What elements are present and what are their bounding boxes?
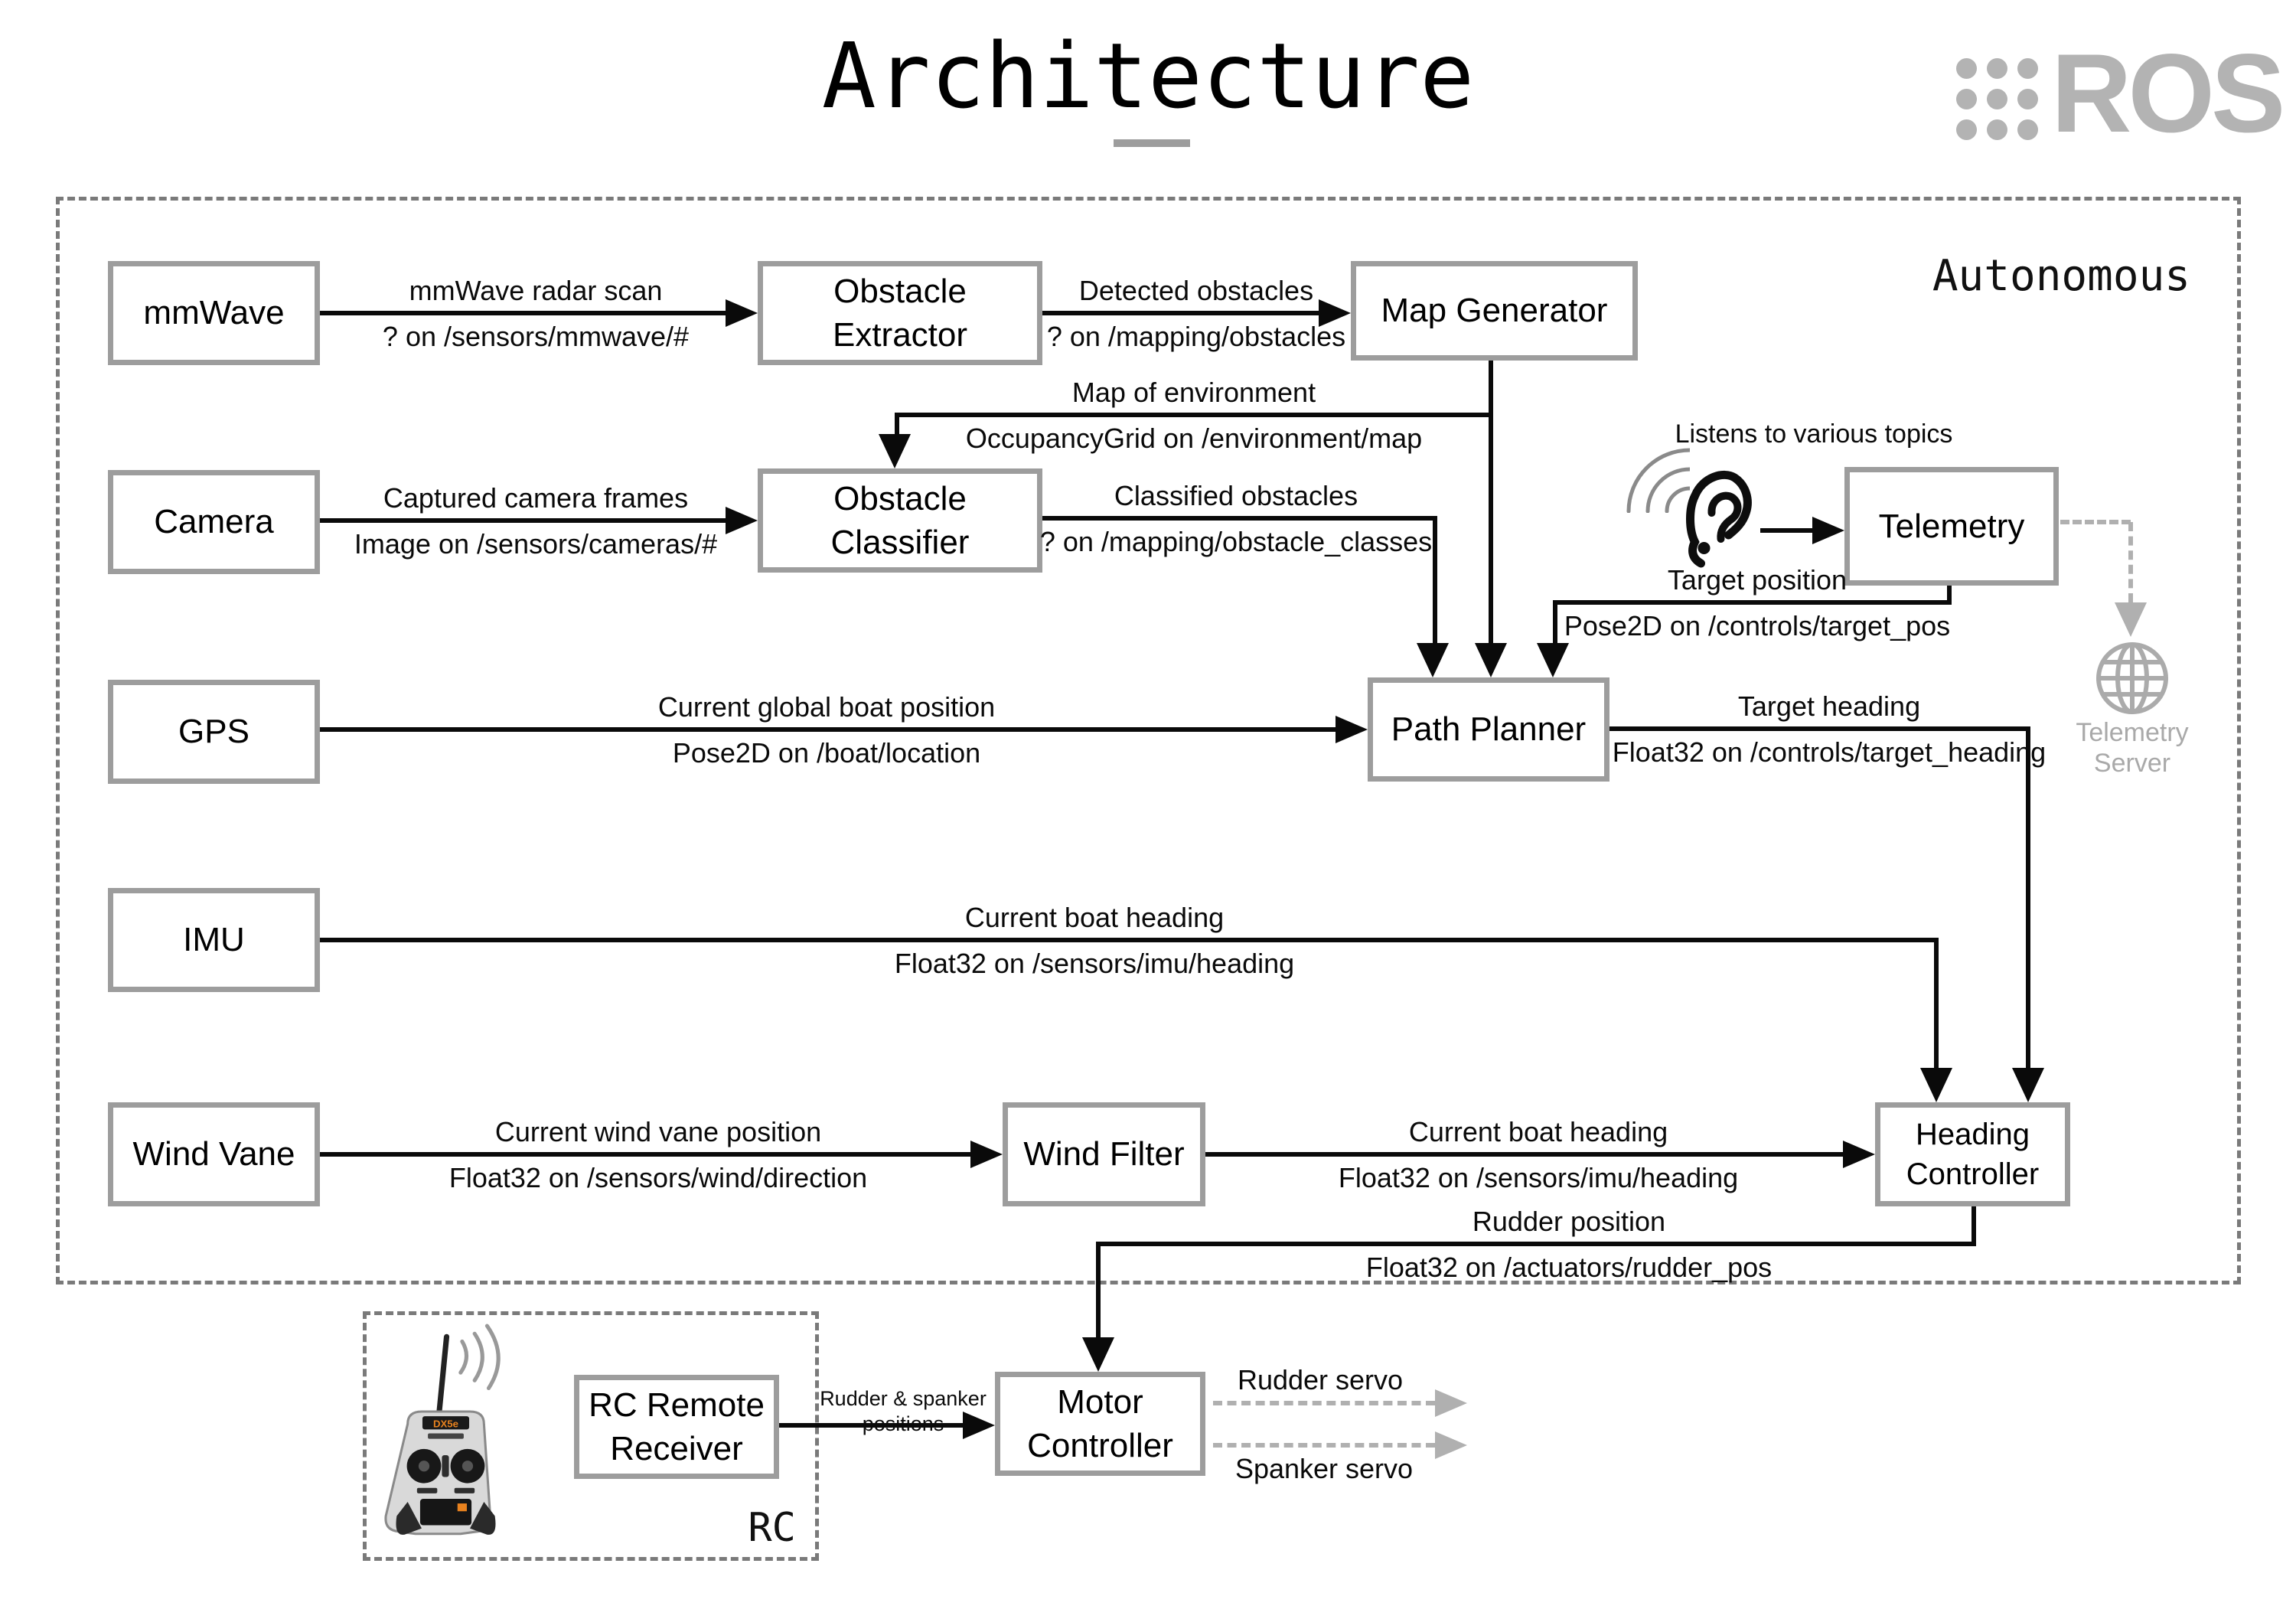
arrowhead-right-icon xyxy=(726,507,758,534)
edge-label: Map of environment xyxy=(1071,377,1316,408)
edge-label: Float32 on /sensors/imu/heading xyxy=(1338,1162,1739,1193)
edge-line xyxy=(895,415,899,436)
ros-logo-text: ROS xyxy=(2051,31,2282,155)
arrowhead-right-icon xyxy=(970,1141,1003,1168)
node-obstacle-classifier: Obstacle Classifier xyxy=(758,468,1042,573)
edge-label: Captured camera frames xyxy=(383,482,689,514)
edge-label: Current wind vane position xyxy=(494,1116,822,1147)
dashed-edge-line xyxy=(2128,522,2133,602)
edge-label: ? on /mapping/obstacle_classes xyxy=(1039,526,1433,557)
node-path-planner: Path Planner xyxy=(1368,677,1609,782)
node-gps: GPS xyxy=(108,680,320,784)
ros-dot xyxy=(1956,58,1977,79)
edge-line xyxy=(2026,729,2030,1068)
page-title: Architecture xyxy=(821,23,1475,129)
edge-line xyxy=(320,1152,970,1157)
edge-line xyxy=(1760,528,1812,533)
edge-label: Float32 on /sensors/imu/heading xyxy=(894,948,1295,979)
ros-dot xyxy=(1956,119,1977,140)
edge-label: Rudder & spanker xyxy=(820,1387,987,1410)
edge-line xyxy=(1433,518,1437,645)
edge-line xyxy=(1934,940,1939,1068)
globe-icon xyxy=(2094,640,2170,716)
arrowhead-down-icon xyxy=(1082,1337,1114,1372)
edge-label: ? on /sensors/mmwave/# xyxy=(382,321,690,352)
arrowhead-right-gray-icon xyxy=(1435,1389,1467,1417)
edge-label: Target heading xyxy=(1737,690,1921,722)
node-motor-controller: Motor Controller xyxy=(995,1372,1205,1476)
ros-logo-dots-icon xyxy=(1956,58,2038,140)
autonomous-region-label: Autonomous xyxy=(1932,251,2190,301)
rudder-servo-label: Rudder servo xyxy=(1237,1364,1404,1395)
edge-line xyxy=(895,413,1493,417)
spanker-servo-label: Spanker servo xyxy=(1234,1453,1414,1484)
ros-dot xyxy=(1956,89,1977,109)
edge-label: positions xyxy=(862,1412,944,1435)
edge-line xyxy=(1096,1244,1101,1337)
dashed-edge-line xyxy=(1213,1401,1435,1405)
edge-line xyxy=(320,518,726,523)
node-mmwave: mmWave xyxy=(108,261,320,365)
edge-line xyxy=(1609,726,2030,731)
edge-label: Target position xyxy=(1667,564,1848,596)
edge-line xyxy=(1096,1242,1976,1246)
telemetry-server-label: Telemetry xyxy=(2076,718,2189,747)
node-rc-remote-receiver: RC Remote Receiver xyxy=(574,1375,779,1479)
edge-label: OccupancyGrid on /environment/map xyxy=(965,423,1423,454)
dashed-edge-line xyxy=(2060,520,2131,524)
edge-label: Pose2D on /controls/target_pos xyxy=(1564,610,1951,641)
arrowhead-down-icon xyxy=(1475,643,1507,677)
edge-label: mmWave radar scan xyxy=(409,275,663,306)
edge-line xyxy=(1489,361,1493,645)
arrowhead-down-icon xyxy=(1417,643,1449,677)
arrowhead-right-icon xyxy=(1812,517,1844,544)
arrowhead-right-icon xyxy=(1843,1141,1875,1168)
title-underline xyxy=(1114,139,1190,147)
edge-label: Current boat heading xyxy=(964,902,1225,933)
ros-dot xyxy=(1987,119,2007,140)
ros-dot xyxy=(1987,89,2007,109)
edge-line xyxy=(1553,600,1952,605)
ros-dot xyxy=(1987,58,2007,79)
rc-remote-brand: DX5e xyxy=(432,1418,459,1430)
edge-label: Image on /sensors/cameras/# xyxy=(354,528,718,560)
telemetry-server-label: Server xyxy=(2093,749,2171,778)
node-map-generator: Map Generator xyxy=(1351,261,1638,361)
edge-label: Float32 on /actuators/rudder_pos xyxy=(1365,1252,1773,1283)
arrowhead-down-icon xyxy=(1537,643,1569,677)
arrowhead-down-icon xyxy=(2012,1068,2044,1102)
edge-label: Detected obstacles xyxy=(1078,275,1314,306)
node-wind-vane: Wind Vane xyxy=(108,1102,320,1206)
edge-line xyxy=(320,727,1336,732)
edge-line xyxy=(320,311,726,315)
edge-label: Current boat heading xyxy=(1408,1116,1668,1147)
node-obstacle-extractor: Obstacle Extractor xyxy=(758,261,1042,365)
node-camera: Camera xyxy=(108,470,320,574)
edge-label: ? on /mapping/obstacles xyxy=(1046,321,1346,352)
arrowhead-right-icon xyxy=(1336,716,1368,743)
ear-icon xyxy=(1684,465,1756,580)
edge-line xyxy=(1971,1206,1976,1246)
node-wind-filter: Wind Filter xyxy=(1003,1102,1205,1206)
edge-label: Pose2D on /boat/location xyxy=(672,737,981,769)
arrowhead-right-icon xyxy=(963,1412,995,1439)
edge-label: Rudder position xyxy=(1472,1206,1666,1237)
listens-note: Listens to various topics xyxy=(1675,419,1953,449)
ros-dot xyxy=(2017,119,2038,140)
edge-line xyxy=(1042,516,1437,521)
ros-dot xyxy=(2017,58,2038,79)
edge-line xyxy=(320,938,1939,942)
node-imu: IMU xyxy=(108,888,320,992)
arrowhead-down-icon xyxy=(1920,1068,1952,1102)
edge-line xyxy=(1205,1152,1843,1157)
edge-label: Float32 on /controls/target_heading xyxy=(1612,736,2047,768)
edge-line xyxy=(1553,602,1557,645)
dashed-edge-line xyxy=(1213,1443,1435,1448)
edge-label: Classified obstacles xyxy=(1114,480,1358,511)
edge-label: Current global boat position xyxy=(657,691,996,723)
arrowhead-right-gray-icon xyxy=(1435,1431,1467,1459)
arrowhead-down-gray-icon xyxy=(2115,602,2147,637)
node-heading-controller: Heading Controller xyxy=(1875,1102,2070,1206)
edge-label: Float32 on /sensors/wind/direction xyxy=(448,1162,868,1193)
node-telemetry: Telemetry xyxy=(1844,467,2059,586)
rc-transmitter-icon xyxy=(379,1323,513,1545)
arrowhead-right-icon xyxy=(726,299,758,327)
ros-dot xyxy=(2017,89,2038,109)
arrowhead-down-icon xyxy=(879,434,911,468)
rc-region-label: RC xyxy=(748,1505,796,1551)
edge-line xyxy=(1042,311,1319,315)
